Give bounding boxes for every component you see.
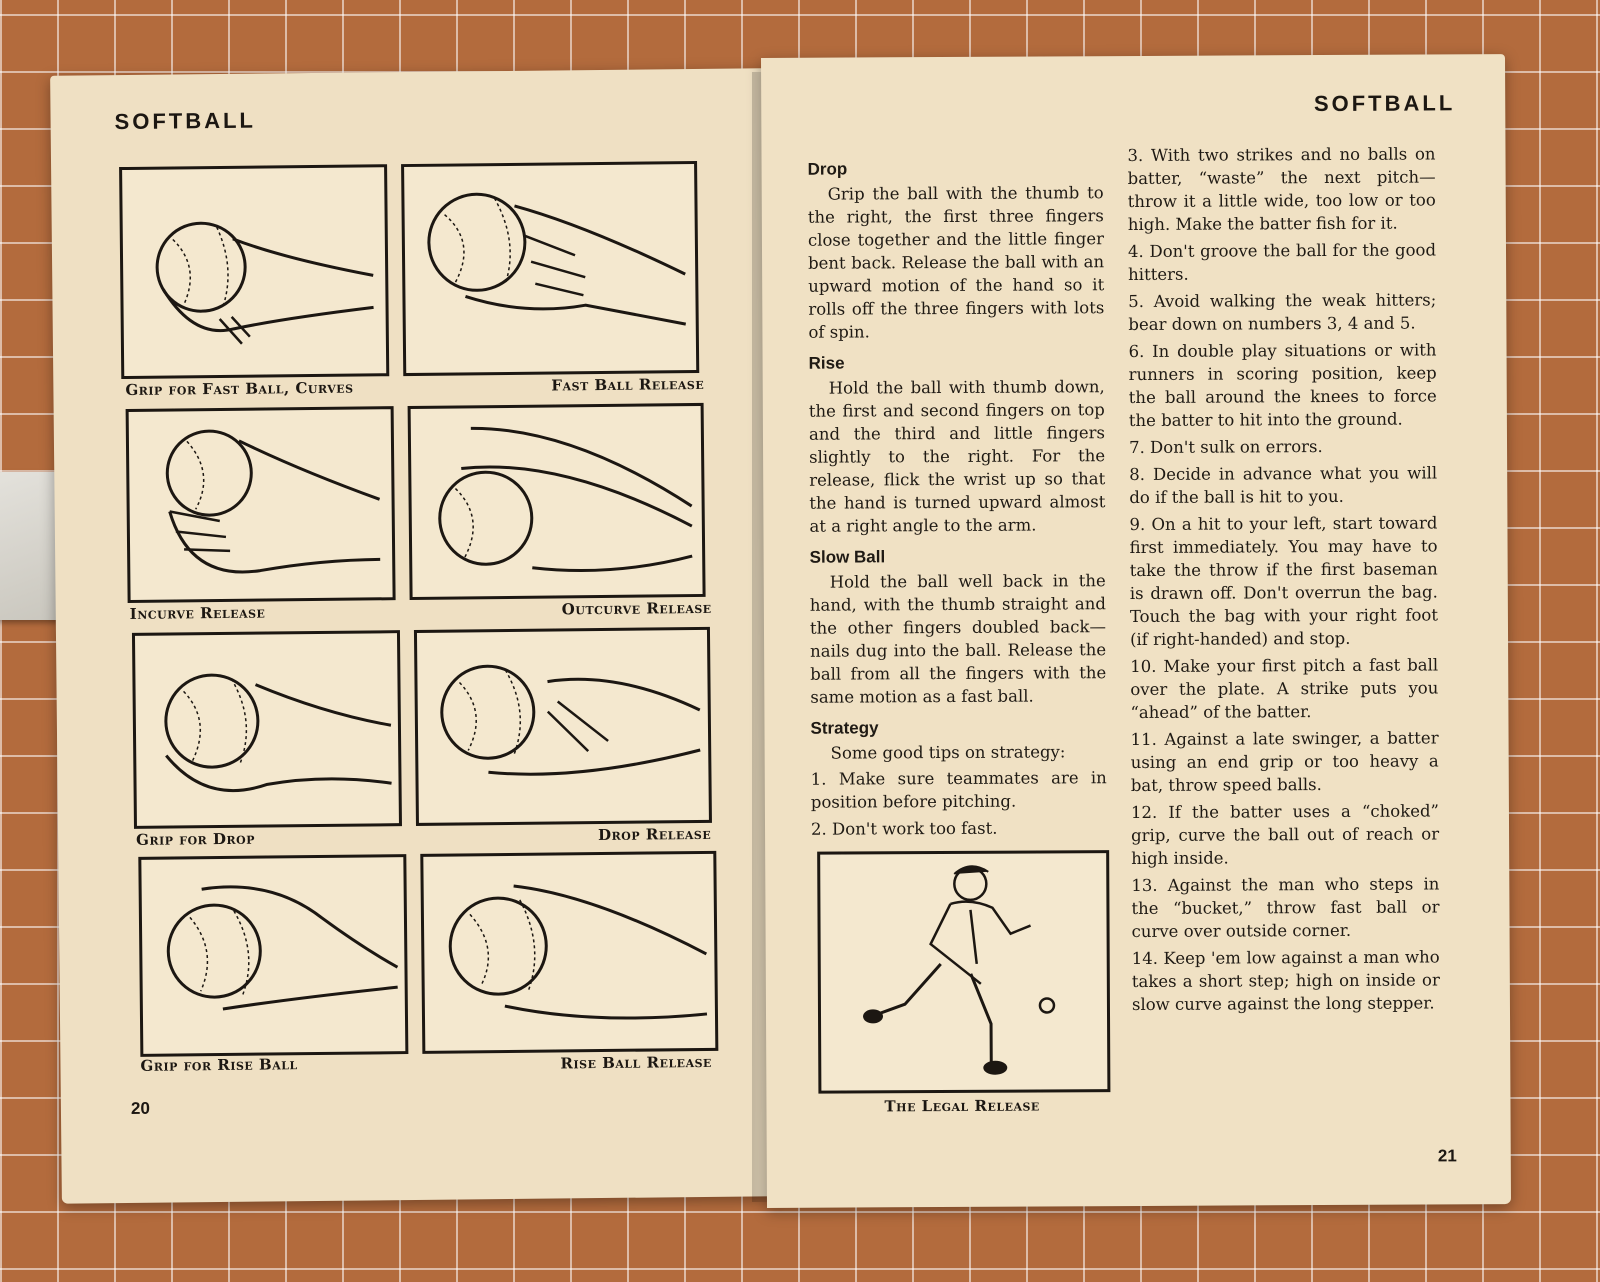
tip-item: 14. Keep 'em low against a man who takes a short step; high on inside or slow curve against the long stepper.: [1131, 947, 1440, 1015]
figure-grip-for-rise-ball: [138, 854, 408, 1057]
tip-item: 8. Decide in advance what you will do if the ball is hit to you.: [1129, 463, 1438, 508]
tip-item: 9. On a hit to your left, start toward first immediately. You may have to take the throw if the first baseman is drawn off. Don't overrun the bag. Touch the bag with your right foot (if right-handed) and stop.: [1129, 513, 1438, 650]
heading-strategy: Strategy: [810, 718, 879, 738]
paragraph-strategy: Some good tips on strategy:: [830, 742, 1066, 763]
hand-ball-illustration: [423, 854, 715, 1051]
tip-item: 3. With two strikes and no balls on batter, “waste” the next pitch—throw it a little wide, too low or too high. Make the batter fish for it.: [1127, 144, 1436, 235]
hand-ball-illustration: [135, 633, 399, 826]
caption-grip-for-drop: Grip for Drop: [136, 829, 256, 849]
figure-fast-ball-release: [401, 161, 699, 376]
paragraph-drop: Grip the ball with the thumb to the right, the first three fingers close together and the little finger bent back. Release the ball with an upward motion of the hand so it rolls off the three fingers with lots of spin.: [807, 183, 1105, 342]
hand-ball-illustration: [404, 164, 696, 373]
caption-legal-release: The Legal Release: [884, 1096, 1040, 1116]
hand-ball-illustration: [141, 857, 405, 1054]
figure-drop-release: [414, 627, 712, 826]
tip-item: 6. In double play situations or with runners in scoring position, keep the ball around the knees to force the batter to hit into the ground.: [1128, 340, 1437, 431]
paragraph-slow-ball: Hold the ball well back in the hand, with the thumb straight and the other fingers doubled back—nails dug into the ball. Release the ball from all the fingers with the same motion as a fast ball.: [809, 571, 1107, 707]
hand-ball-illustration: [417, 630, 709, 823]
figure-grip-for-drop: [132, 630, 402, 829]
tip-item: 10. Make your first pitch a fast ball over the plate. A strike puts you “ahead” of the batter.: [1130, 655, 1439, 723]
heading-drop: Drop: [807, 159, 848, 179]
tip-item: 13. Against the man who steps in the “bucket,” throw fast ball or curve over outside corner.: [1131, 874, 1440, 942]
caption-incurve-release: Incurve Release: [129, 603, 266, 623]
heading-slow-ball: Slow Ball: [809, 547, 886, 567]
page-number-left: 20: [130, 1098, 150, 1118]
tip-item: 7. Don't sulk on errors.: [1128, 437, 1323, 458]
left-text-column: [807, 148, 1107, 845]
running-head-right: SOFTBALL: [1313, 90, 1456, 117]
figure-legal-release: [817, 850, 1110, 1094]
hand-ball-illustration: [129, 409, 393, 600]
tip-item: 4. Don't groove the ball for the good hitters.: [1127, 240, 1437, 285]
hand-ball-illustration: [411, 406, 703, 597]
tip-item: 1. Make sure teammates are in position before pitching.: [810, 768, 1107, 812]
tip-item: 12. If the batter uses a “choked” grip, curve the ball out of reach or high inside.: [1130, 801, 1440, 869]
figure-incurve-release: [126, 406, 396, 603]
left-page: [50, 68, 774, 1203]
hand-ball-illustration: [122, 167, 386, 376]
figure-grip-fast-ball: [119, 164, 389, 379]
paragraph-rise: Hold the ball with thumb down, the first and second fingers on top and the third and little fingers slightly to the right. For the release, flick the wrist up so that the hand is turned upward almost at a right angle to the arm.: [808, 377, 1106, 536]
tip-item: 5. Avoid walking the weak hitters; bear down on numbers 3, 4 and 5.: [1128, 290, 1437, 335]
running-head-left: SOFTBALL: [114, 107, 257, 135]
page-number-right: 21: [1437, 1146, 1457, 1166]
caption-outcurve-release: Outcurve Release: [561, 598, 712, 619]
figure-outcurve-release: [408, 403, 706, 600]
caption-grip-for-rise-ball: Grip for Rise Ball: [140, 1055, 298, 1075]
heading-rise: Rise: [808, 353, 845, 373]
figure-rise-ball-release: [420, 851, 718, 1054]
tip-item: 11. Against a late swinger, a batter using an end grip or too heavy a bat, throw speed balls.: [1130, 728, 1439, 796]
caption-drop-release: Drop Release: [598, 824, 712, 845]
caption-grip-fast-ball: Grip for Fast Ball, Curves: [125, 378, 354, 399]
caption-rise-ball-release: Rise Ball Release: [560, 1052, 712, 1073]
right-page: [761, 54, 1511, 1208]
tip-item: 2. Don't work too fast.: [810, 818, 998, 839]
right-text-column: [1127, 142, 1440, 1020]
caption-fast-ball-release: Fast Ball Release: [551, 374, 705, 395]
pitcher-illustration: [820, 853, 1107, 1090]
